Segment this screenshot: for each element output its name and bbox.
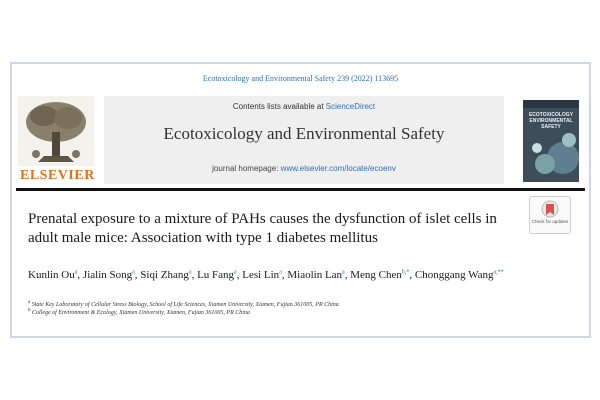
article-title[interactable]: Prenatal exposure to a mixture of PAHs causes the dysfunction of islet cells in adult male mice: Association with type 1 diabetes mellitus <box>28 211 497 246</box>
author-name[interactable]: Lu Fang <box>197 268 235 281</box>
affiliation-text: College of Environment & Ecology, Xiamen University, Xiamen, Fujian 361005, PR China <box>32 310 250 316</box>
header-divider <box>16 188 585 191</box>
author-affiliation-marker[interactable]: a <box>342 269 345 275</box>
affiliation-b <box>28 308 250 316</box>
author-name[interactable]: Jialin Song <box>82 268 133 281</box>
author-entry <box>350 269 412 281</box>
author-separator: , <box>281 268 285 281</box>
journal-citation[interactable]: Ecotoxicology and Environmental Safety 239 (2022) 113695 <box>202 74 399 83</box>
homepage-prefix: journal homepage: <box>212 164 279 173</box>
author-entry <box>287 269 347 281</box>
journal-masthead <box>104 96 504 184</box>
affiliation-marker: a <box>28 300 31 305</box>
author-affiliation-marker[interactable]: a,** <box>493 269 504 275</box>
author-list <box>28 264 548 283</box>
author-name[interactable]: Miaolin Lan <box>287 268 343 281</box>
author-entry <box>83 269 138 281</box>
author-entry <box>197 269 239 281</box>
check-for-updates-badge[interactable] <box>529 196 571 234</box>
author-separator: , <box>77 268 81 281</box>
affiliation-text: State Key Laboratory of Cellular Stress Biology, School of Life Sciences, Xiamen University, Xiamen, Fujian 361005, PR China <box>31 302 339 308</box>
author-affiliation-marker[interactable]: b,* <box>401 269 410 275</box>
cover-title: ECOTOXICOLOGY ENVIRONMENTAL SAFETY <box>528 112 574 130</box>
bookmark-icon <box>530 199 570 221</box>
homepage-link[interactable]: www.elsevier.com/locate/ecoenv <box>280 164 396 173</box>
sciencedirect-link[interactable]: ScienceDirect <box>325 102 376 111</box>
author-name[interactable]: Kunlin Ou <box>28 268 75 281</box>
author-entry <box>28 269 80 281</box>
author-affiliation-marker[interactable]: a <box>279 269 282 275</box>
author-separator: , <box>134 268 138 281</box>
publisher-name[interactable]: ELSEVIER <box>20 168 95 183</box>
author-separator: , <box>236 268 240 281</box>
badge-label: Check for updates <box>531 219 569 224</box>
author-affiliation-marker[interactable]: a <box>188 269 192 275</box>
author-name[interactable]: Meng Chen <box>350 268 402 281</box>
author-name[interactable]: Chonggang Wang <box>414 268 494 281</box>
author-entry <box>242 269 284 281</box>
journal-cover-image[interactable] <box>523 100 579 182</box>
author-name[interactable]: Siqi Zhang <box>140 268 189 281</box>
author-affiliation-marker[interactable]: a <box>74 269 78 275</box>
author-separator: , <box>344 268 348 281</box>
author-entry <box>415 269 504 281</box>
contents-prefix: Contents lists available at <box>232 102 324 111</box>
journal-header <box>16 94 585 186</box>
author-separator: , <box>409 268 413 281</box>
affiliation-a <box>28 300 339 308</box>
paper-frame <box>10 62 591 338</box>
contents-line <box>104 102 504 111</box>
author-name[interactable]: Lesi Lin <box>242 268 280 281</box>
author-entry <box>140 269 194 281</box>
author-affiliation-marker[interactable]: a <box>234 269 237 275</box>
author-affiliation-marker[interactable]: a <box>132 269 135 275</box>
affiliation-marker: b <box>28 308 31 313</box>
journal-title[interactable]: Ecotoxicology and Environmental Safety <box>163 124 445 143</box>
author-separator: , <box>191 268 195 281</box>
journal-homepage <box>104 164 504 173</box>
